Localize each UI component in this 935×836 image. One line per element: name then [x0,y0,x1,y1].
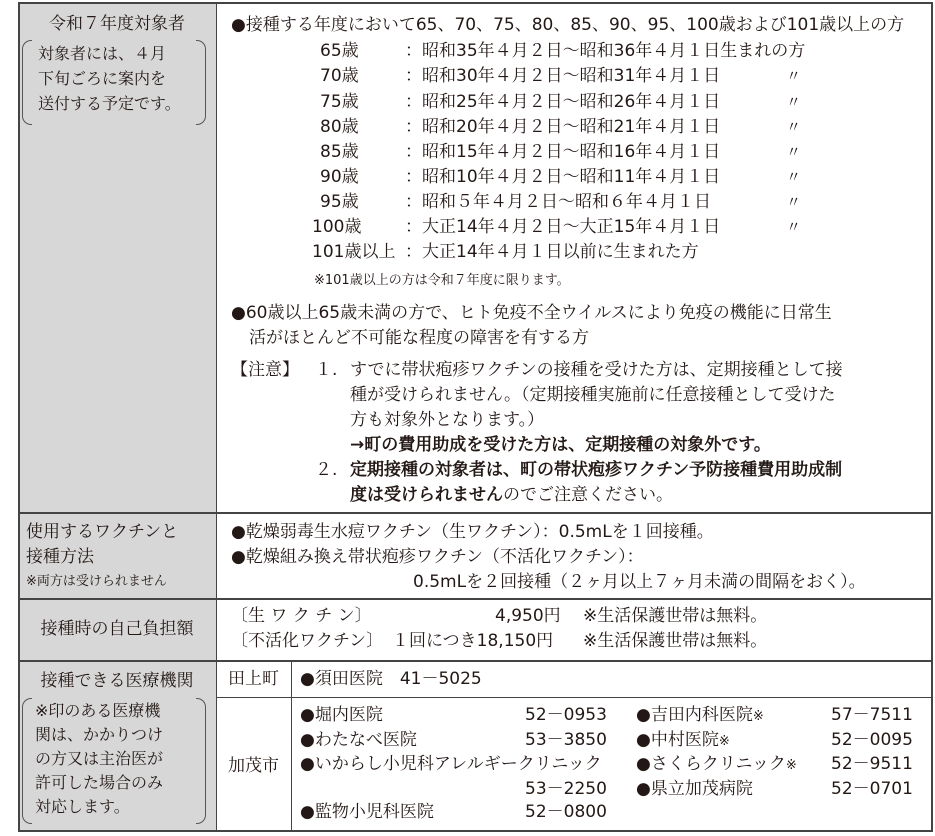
clinic-tel: 52－0800 [525,802,607,822]
age-range: ：昭和５年４月２日～昭和６年４月１日 [405,192,711,212]
age-label: 80歳 [320,117,359,137]
clinic-tel: 52－0095 [831,730,913,750]
clinic-name: ●堀内医院 [300,705,383,725]
clinic-name: ●いからし小児科アレルギークリニック [300,754,602,774]
clinic-note-line: 関は、かかりつけ [35,725,164,744]
cost-note: ※生活保護世帯は無料。 [583,606,768,626]
age-label: 65歳 [320,41,359,61]
clinic-tel: 52－0953 [525,705,607,725]
cost-price: 4,950円 [495,606,561,626]
clinic-tel: 57－7511 [831,705,913,725]
caution-line: 種が受けられません。（定期接種実施前に任意接種として受けた [350,385,836,405]
age-label: 101歳以上 [312,242,396,262]
clinic-tel: 53－3850 [525,730,607,750]
caution-rest: のでご注意ください。 [503,485,673,505]
ditto-mark: 〃 [786,118,802,136]
ditto-mark: 〃 [786,168,802,186]
age-101-note: ※101歳以上の方は令和７年度に限ります。 [314,273,570,288]
appointment-mark: ※ [718,734,730,749]
clinic-note-line: 対応します。 [35,797,130,816]
caution-bold-line: 定期接種の対象者は、町の帯状疱疹ワクチン予防接種費用助成制 [350,460,843,480]
cost-label: 〔不活化ワクチン〕 [231,631,384,651]
target-note-line: 下旬ごろに案内を [38,69,167,88]
hiv-bullet-line: 活がほとんど不可能な程度の障害を有する方 [249,328,589,348]
age-bullet: ●接種する年度において65、70、75、80、85、90、95、100歳および101歳以上の方 [231,15,905,35]
age-range: ：昭和25年４月２日～昭和26年４月１日 [405,92,721,112]
age-label: 95歳 [320,192,359,212]
target-note-line: 対象者には、４月 [38,44,167,63]
clinic-tel: 53－2250 [525,779,607,799]
hiv-bullet-line: ●60歳以上65歳未満の方で、ヒト免疫不全ウイルスにより免疫の機能に日常生 [231,303,832,323]
vaccine-line: 0.5mLを２回接種（２ヶ月以上７ヶ月未満の間隔をおく）。 [413,572,866,592]
caution-line: 方も対象外となります。） [350,410,545,430]
ditto-mark: 〃 [786,143,802,161]
age-range: ：昭和10年４月２日～昭和11年４月１日 [405,167,721,187]
caution-bold-line: →町の費用助成を受けた方は、定期接種の対象外です。 [350,435,771,455]
cost-price: １回につき18,150円 [392,631,554,651]
clinic-name: ●監物小児科医院 [300,802,434,822]
clinic-tel: 52－0701 [831,779,913,799]
clinic-name: ●中村医院※ [636,730,730,750]
vaccine-header-line: 使用するワクチンと [26,522,179,542]
cost-note: ※生活保護世帯は無料。 [583,631,768,651]
appointment-mark: ※ [785,758,797,773]
clinic-name: ●さくらクリニック※ [636,754,797,774]
clinic-header: 接種できる医療機関 [40,671,194,691]
target-header: 令和７年度対象者 [49,14,185,34]
note-bracket-right [196,698,206,824]
caution-number: ２. [315,460,338,480]
age-range: ：昭和20年４月２日～昭和21年４月１日 [405,117,721,137]
caution-bold-part: 度は受けられません [350,485,503,505]
age-label: 100歳 [312,217,362,237]
age-label: 90歳 [320,167,359,187]
town-tagami: 田上町 [228,669,279,689]
note-bracket-right [196,40,206,125]
caution-line: すでに帯状疱疹ワクチンの接種を受けた方は、定期接種として接 [350,360,843,380]
caution-line-mixed [350,484,673,506]
age-range: ：大正14年４月１日以前に生まれた方 [405,242,699,262]
town-kamo: 加茂市 [228,756,279,776]
age-range: ：昭和30年４月２日～昭和31年４月１日 [405,66,721,86]
ditto-mark: 〃 [786,93,802,111]
caution-label: 【注意】 [231,360,299,380]
vaccine-line: ●乾燥弱毒生水痘ワクチン（生ワクチン）：0.5mLを１回接種。 [231,522,714,542]
clinic-name: ●吉田内科医院※ [636,705,764,725]
ditto-mark: 〃 [786,67,802,85]
clinic-entry: ●須田医院 41－5025 [300,669,482,689]
vaccine-line: ●乾燥組み換え帯状疱疹ワクチン（不活化ワクチン）： [231,547,644,567]
clinic-note-line: 許可した場合のみ [35,773,164,792]
note-bracket-left [22,40,32,125]
vaccine-header-line: 接種方法 [26,547,94,567]
age-label: 70歳 [320,66,359,86]
ditto-mark: 〃 [786,218,802,236]
note-bracket-left [22,698,32,824]
caution-number: １. [315,360,338,380]
clinic-note-line: ※印のある医療機 [35,701,161,720]
age-range: ：昭和35年４月２日～昭和36年４月１日生まれの方 [405,41,806,61]
appointment-mark: ※ [752,709,764,724]
clinic-tel: 52－9511 [831,754,913,774]
cost-label: 〔生 ワ ク チ ン〕 [231,606,372,626]
age-label: 75歳 [320,92,359,112]
vaccine-subnote: ※両方は受けられません [26,574,167,589]
clinic-name: ●わたなべ医院 [300,730,417,750]
target-note-line: 送付する予定です。 [38,94,181,113]
cost-header: 接種時の自己負担額 [40,619,194,639]
ditto-mark: 〃 [786,193,802,211]
age-range: ：大正14年４月２日～大正15年４月１日 [405,217,721,237]
age-range: ：昭和15年４月２日～昭和16年４月１日 [405,142,721,162]
clinic-name: ●県立加茂病院 [636,779,753,799]
age-label: 85歳 [320,142,359,162]
clinic-note-line: の方又は主治医が [35,749,164,768]
